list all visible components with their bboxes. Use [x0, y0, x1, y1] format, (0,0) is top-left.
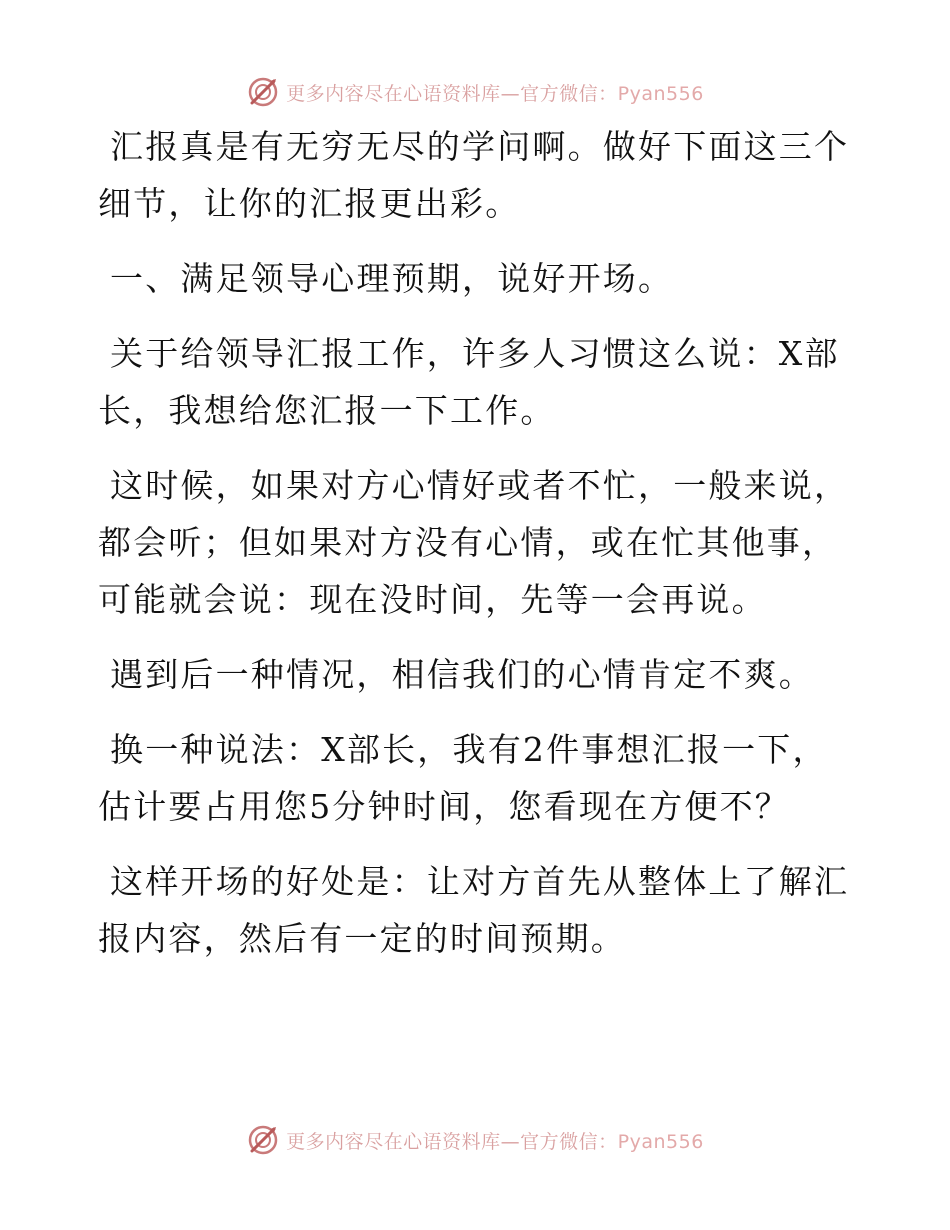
- quill-seal-icon: [246, 75, 280, 109]
- watermark-footer: [0, 1118, 950, 1162]
- watermark-wechat-id: Pyan556: [617, 82, 704, 105]
- paragraph-4: 这时候，如果对方心情好或者不忙，一般来说，都会听；但如果对方没有心情，或在忙其他事，可能就会说：现在没时间，先等一会再说。: [98, 466, 850, 619]
- paragraph-3: 关于给领导汇报工作，许多人习惯这么说：X部长，我想给您汇报一下工作。: [98, 334, 840, 430]
- paragraph-7: 这样开场的好处是：让对方首先从整体上了解汇报内容，然后有一定的时间预期。: [98, 862, 850, 958]
- document-body: [98, 118, 850, 985]
- watermark-wechat-id: Pyan556: [617, 1130, 704, 1153]
- quill-seal-icon: [246, 1123, 280, 1157]
- watermark-text: 更多内容尽在心语资料库—官方微信：Pyan556: [286, 82, 704, 105]
- paragraph-6: 换一种说法：X部长，我有2件事想汇报一下，估计要占用您5分钟时间，您看现在方便不？: [98, 730, 828, 826]
- paragraph-2: 一、满足领导心理预期，说好开场。: [110, 259, 674, 298]
- watermark-text: 更多内容尽在心语资料库—官方微信：Pyan556: [286, 1130, 704, 1153]
- watermark-header: [0, 70, 950, 114]
- paragraph-5: 遇到后一种情况，相信我们的心情肯定不爽。: [110, 655, 814, 694]
- paragraph-1: 汇报真是有无穷无尽的学问啊。做好下面这三个细节，让你的汇报更出彩。: [98, 127, 850, 223]
